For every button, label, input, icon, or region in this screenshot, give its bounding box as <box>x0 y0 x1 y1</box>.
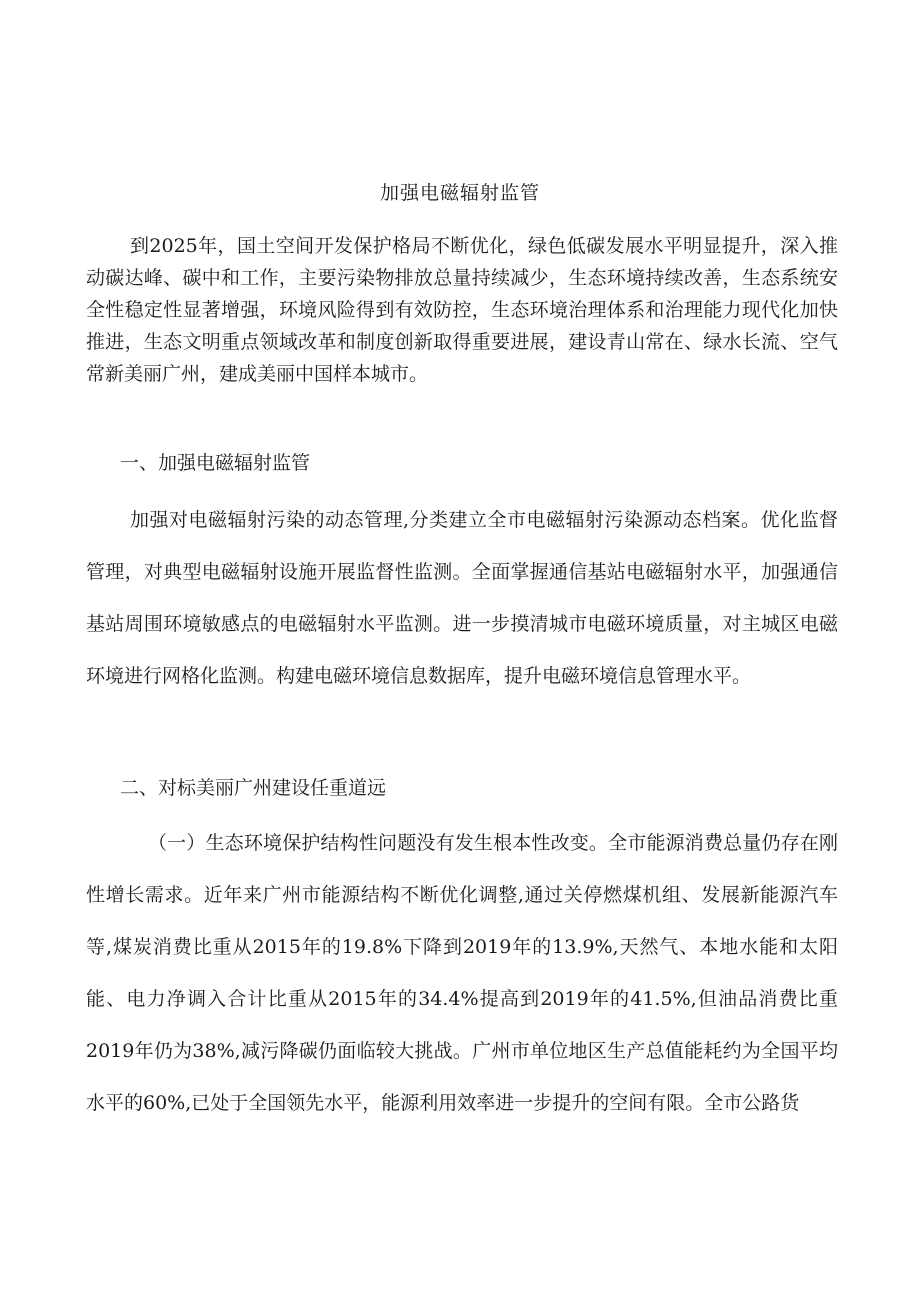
section-heading-1: 一、加强电磁辐射监管 <box>120 452 311 474</box>
document-title: 加强电磁辐射监管 <box>379 182 540 204</box>
section-2-paragraph: （一）生态环境保护结构性问题没有发生根本性改变。全市能源消费总量仍存在刚性增长需求。近年来广州市能源结构不断优化调整,通过关停燃煤机组、发展新能源汽车等,煤炭消费比重从2015年的19.8%下降到2019年的13.9%,天然气、本地水能和太阳能、电力净调入合计比重从2015年的34.4%提高到2019年的41.5%,但油品消费比重2019年仍为38%,减污降碳仍面临较大挑战。广州市单位地区生产总值能耗约为全国平均水平的60%,已处于全国领先水平，能源利用效率进一步提升的空间有限。全市公路货 <box>86 832 838 1114</box>
section-1-paragraph: 加强对电磁辐射污染的动态管理,分类建立全市电磁辐射污染源动态档案。优化监督管理，对典型电磁辐射设施开展监督性监测。全面掌握通信基站电磁辐射水平，加强通信基站周围环境敏感点的电磁辐射水平监测。进一步摸清城市电磁环境质量，对主城区电磁环境进行网格化监测。构建电磁环境信息数据库，提升电磁环境信息管理水平。 <box>86 509 838 687</box>
intro-paragraph: 到2025年，国土空间开发保护格局不断优化，绿色低碳发展水平明显提升，深入推动碳达峰、碳中和工作，主要污染物排放总量持续减少，生态环境持续改善，生态系统安全性稳定性显著增强，环境风险得到有效防控，生态环境治理体系和治理能力现代化加快推进，生态文明重点领域改革和制度创新取得重要进展，建设青山常在、绿水长流、空气常新美丽广州，建成美丽中国样本城市。 <box>86 235 838 385</box>
section-heading-2: 二、对标美丽广州建设任重道远 <box>120 777 387 799</box>
